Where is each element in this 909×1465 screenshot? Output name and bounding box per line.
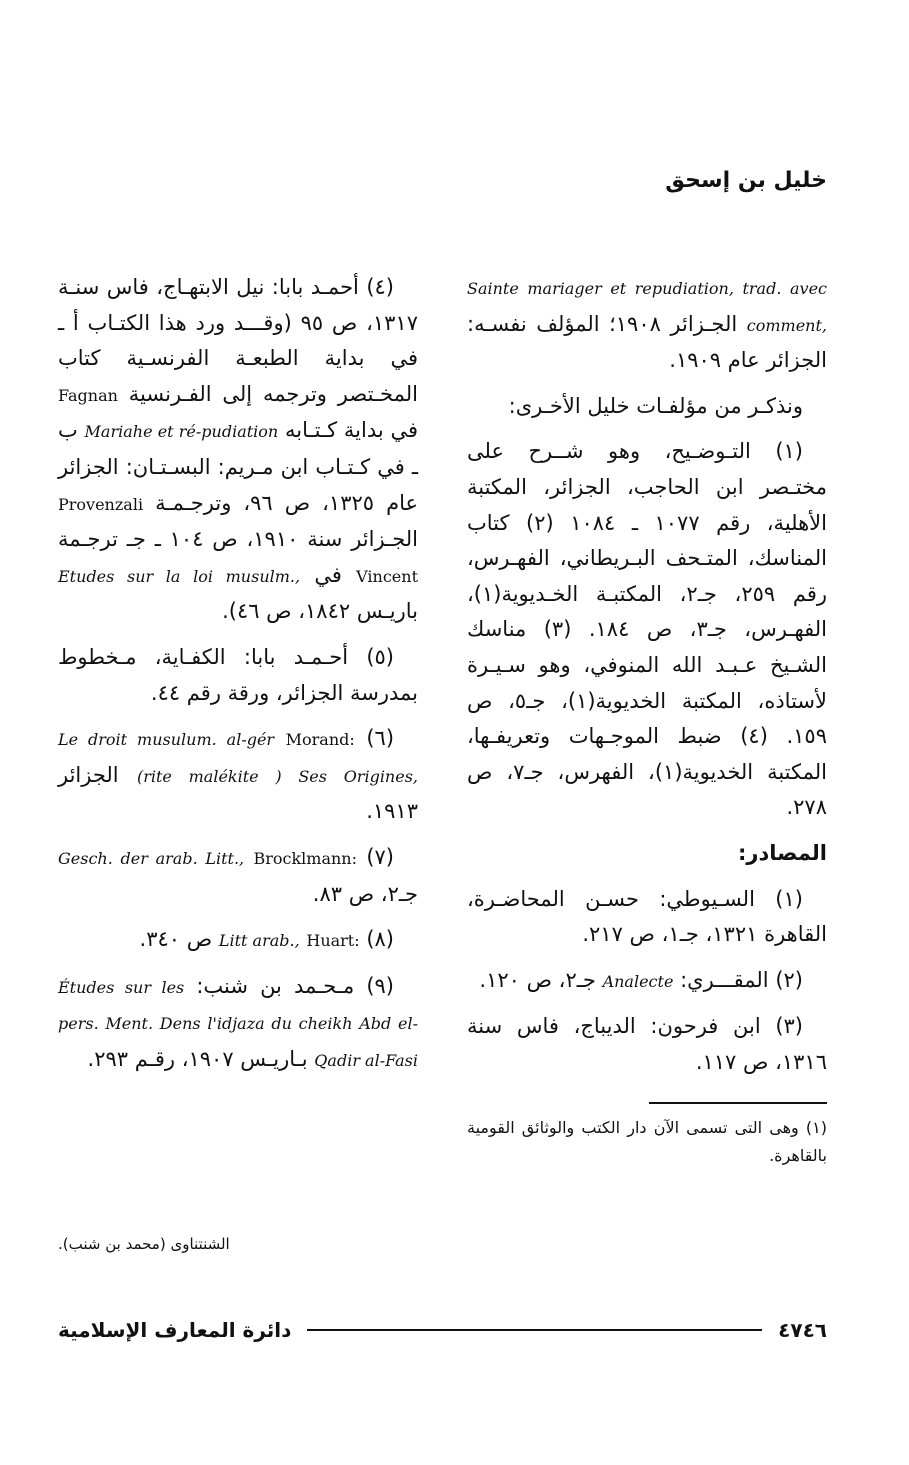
lat-text: Analecte	[602, 971, 674, 991]
text-span: جـ٢، ص ٨٣.	[312, 881, 418, 906]
text-span: الجـزائر سنة ١٩١٠، ص ١٠٤ ـ جـ ترجـمة	[58, 527, 418, 552]
note-7	[58, 840, 418, 912]
text-span: بـاريـس ١٩٠٧، رقـم ٢٩٣.	[87, 1046, 308, 1071]
lat-text: Vincent	[356, 566, 418, 586]
lat-text: Litt arab.,	[218, 931, 300, 951]
source-2	[467, 963, 827, 1000]
running-header: خليل بن إسحق	[665, 168, 827, 193]
footer-rule	[307, 1329, 762, 1331]
footnote: (١) وهى التى تسمى الآن دار الكتب والوثائق القومية بالقاهرة.	[467, 1118, 827, 1166]
sources-heading: المصادر:	[737, 840, 827, 865]
text-span: (٢) المقـــري:	[680, 967, 803, 992]
lat-text: Huart:	[306, 931, 360, 951]
footnote-divider	[649, 1102, 827, 1104]
note-4	[58, 270, 418, 630]
note-8	[58, 922, 418, 959]
lat-text: Sainte mariager et repudiation, trad. avec comment,	[467, 279, 827, 335]
note-6	[58, 721, 418, 830]
lat-text: Études sur les pers. Ment. Dens l'idjaza du cheikh Abd el-Qadir al-Fasi	[58, 977, 418, 1070]
paragraph-other-works: (١) التـوضـيح، وهو شــرح على مختـصر ابن الحاجب، الجزائر، المكتبة الأهلية، رقم ١٠٧٧ ـ ١٠٨٤ (٢) كتاب المناسك، المتـحف البـريطاني، الفهـرس، رقم ٢٥٩، جـ٢، المكتبـة الخـديوية(١)، الفهـرس، جـ٣، ص ١٨٤. (٣) مناسك الشـيخ عـبـد الله المنوفي، وهو سـيـرة لأستاذه، المكتبة الخديوية(١)، جـ٥، ص ١٥٩. (٤) ضبط الموجـهات وتعريفـها، المكتبة الخديوية(١)، الفهرس، جـ٧، ص ٢٧٨.	[467, 439, 827, 820]
lat-text: Gesch. der arab. Litt.,	[58, 848, 245, 868]
text-span: في بداية كـتـابه	[285, 418, 418, 443]
text-span: (٦)	[366, 726, 395, 751]
text-span: (٨)	[366, 927, 394, 952]
page-number: ٤٧٤٦	[778, 1318, 827, 1342]
paragraph-intro	[467, 270, 827, 379]
text-span: في	[314, 562, 342, 587]
lat-text: Le droit musulum. al-gér (rite malékite ) Ses Origines,	[58, 730, 418, 786]
text-span: الجزائر عام ١٩٠٩.	[669, 348, 827, 373]
lat-text: Brocklmann:	[253, 848, 357, 868]
text-span: (٩) مـحـمد بن شنب:	[196, 973, 394, 998]
publication-title: دائرة المعارف الإسلامية	[58, 1318, 292, 1342]
page-footer	[58, 1318, 827, 1342]
note-9	[58, 969, 418, 1079]
lat-text: Fagnan	[58, 385, 118, 405]
text-span: جـ٢، ص ١٢٠.	[479, 967, 596, 992]
author-signature: الشنتناوى (محمد بن شنب).	[58, 1235, 230, 1253]
lat-text: Mariahe et ré-pudiation	[84, 422, 279, 442]
source-3: (٣) ابن فرحون: الديباج، فاس سنة ١٣١٦، ص ١١٧.	[467, 1014, 827, 1074]
text-span: (٧)	[366, 844, 394, 869]
text-span: (٤) أحمـد بابا: نيل الابتهـاج، فاس سنـة ١٣١٧، ص ٩٥ (وقـــد ورد هذا الكتـاب أ ـ في بداية الطبعـة الفرنسـية كتاب المخـتصر وترجمه إلى الفـرنسية	[58, 275, 418, 406]
text-span: الجـزائر ١٩٠٨؛ المؤلف نفسـه:	[467, 311, 738, 336]
text-span: الجزائر ١٩١٣.	[58, 762, 418, 824]
lat-text: Provenzali	[58, 494, 144, 514]
note-5: (٥) أحـمـد بابا: الكفـاية، مـخطوط بمدرسة الجزائر، ورقة رقم ٤٤.	[58, 644, 418, 705]
lat-text: Etudes sur la loi musulm.,	[58, 566, 301, 586]
right-column	[467, 270, 827, 1180]
text-span: ص ٣٤٠.	[139, 927, 213, 952]
paragraph-other-works-intro: ونذكـر من مؤلفـات خليل الأخـرى:	[508, 393, 803, 418]
text-span: باريـس ١٨٤٢، ص ٤٦).	[222, 599, 418, 624]
source-1: (١) السـيوطي: حسـن المحاضـرة، القاهرة ١٣٢١، جـ١، ص ٢١٧.	[467, 886, 827, 947]
text-span: ب ـ في كـتـاب ابن مـريم: البسـتـان: الجزائر عام ١٣٢٥، ص ٩٦، وترجـمـة	[58, 418, 418, 515]
lat-text: Morand:	[285, 730, 355, 750]
left-column	[58, 270, 418, 1088]
